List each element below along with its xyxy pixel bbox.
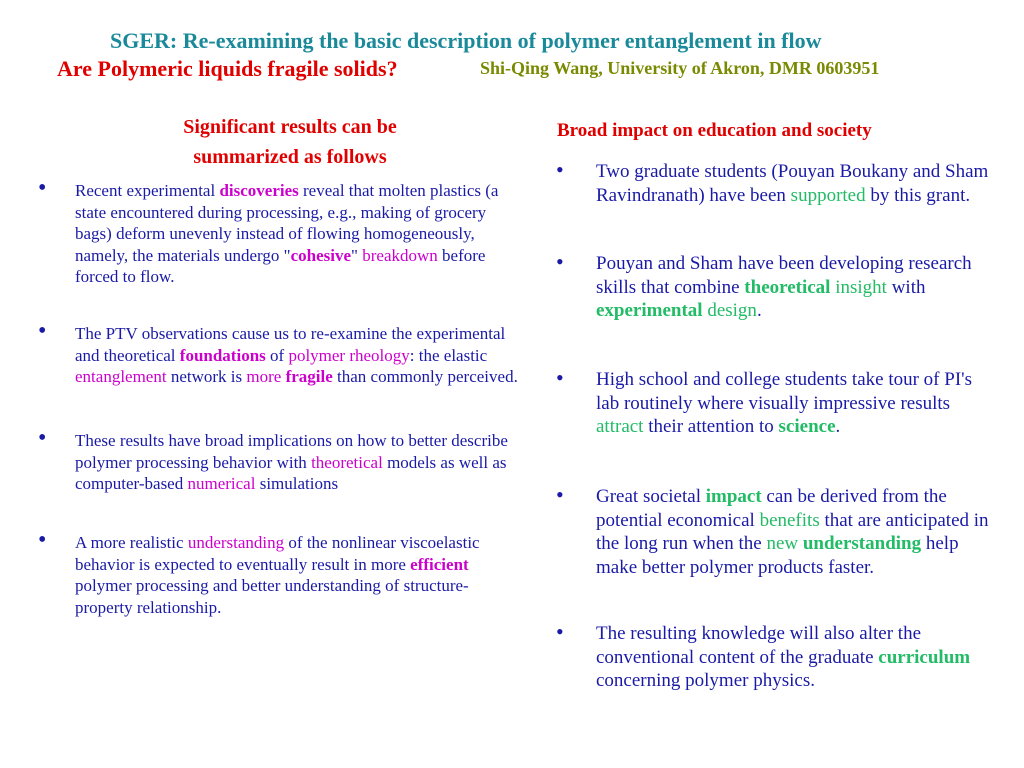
left-heading-line-2: summarized as follows	[193, 146, 387, 168]
right-bullet-text: High school and college students take tour of PI's lab routinely where visually impressive results	[596, 369, 972, 414]
right-bullet-item	[556, 249, 996, 323]
right-bullet-text: Great societal	[596, 486, 706, 507]
slide-subtitle: Are Polymeric liquids fragile solids?	[57, 56, 398, 81]
left-bullet-item	[38, 527, 523, 618]
left-bullet-text: The PTV observations cause us to re-examine the experimental and theoretical	[75, 324, 506, 365]
right-bullet-text: that are anticipated in the long run when the	[596, 509, 989, 554]
bullet-dot-icon: •	[38, 175, 47, 201]
left-bullet-text: of the nonlinear viscoelastic behavior is expected to eventually result in more	[75, 533, 480, 574]
right-bullet-item	[556, 482, 996, 579]
right-bullet-text: understanding	[802, 533, 922, 554]
right-bullet-text: Two graduate students (Pouyan Boukany and Sham Ravindranath) have been	[596, 161, 989, 206]
right-bullet-item	[556, 619, 996, 693]
right-bullet-text: benefits	[759, 509, 820, 531]
left-bullet-text: network is	[166, 367, 247, 386]
bullet-dot-icon: •	[556, 249, 564, 274]
right-bullet-text: their attention to	[643, 416, 779, 437]
right-bullet-item	[556, 157, 996, 207]
right-bullet-text: theoretical	[744, 276, 831, 298]
left-column-heading	[80, 112, 500, 172]
right-bullet-text: by this grant.	[865, 184, 971, 206]
right-bullet-text: Pouyan and Sham have been developing research skills that combine	[596, 253, 972, 298]
right-column-heading: Broad impact on education and society	[557, 120, 872, 141]
left-bullet-text: "	[351, 245, 363, 265]
left-bullet-text: entanglement	[75, 367, 167, 386]
bullet-dot-icon: •	[38, 318, 47, 344]
bullet-dot-icon: •	[556, 482, 564, 507]
right-bullet-text: science	[778, 416, 836, 437]
right-bullet-text: can be derived from the potential economical	[596, 486, 947, 531]
left-bullet-text: before forced to flow.	[75, 245, 486, 286]
left-bullet-text: polymer processing and better understanding of structure-property relationship.	[75, 576, 469, 617]
left-bullet-text: foundations	[179, 345, 266, 365]
left-bullet-text: A more realistic	[75, 533, 188, 552]
right-bullet-text: new	[766, 533, 799, 554]
left-bullet-text: simulations	[255, 474, 339, 493]
left-bullet-text: of	[265, 345, 289, 365]
left-bullet-text: efficient	[410, 554, 469, 574]
author-credit: Shi-Qing Wang, University of Akron, DMR 0603951	[480, 58, 880, 78]
bullet-dot-icon: •	[556, 365, 564, 390]
left-bullet-text: : the elastic	[409, 345, 488, 365]
left-bullet-text: understanding	[187, 533, 285, 552]
left-bullet-item	[38, 175, 523, 288]
right-bullet-text: .	[835, 416, 841, 437]
left-heading-line-1: Significant results can be	[183, 116, 397, 138]
right-bullet-text: concerning polymer physics.	[596, 670, 815, 691]
left-bullet-text: numerical	[187, 474, 256, 493]
left-bullet-text: models as well as computer-based	[75, 452, 507, 493]
left-bullet-text: breakdown	[362, 245, 438, 265]
left-bullet-text: more	[246, 367, 282, 386]
right-bullet-text: attract	[596, 416, 644, 437]
right-bullet-text: design	[707, 300, 757, 321]
right-bullet-text: with	[886, 276, 926, 298]
bullet-dot-icon: •	[556, 157, 564, 182]
left-bullet-text: cohesive	[290, 245, 352, 265]
left-bullet-item	[38, 318, 523, 388]
right-bullet-text: supported	[790, 184, 866, 206]
right-bullet-text: curriculum	[878, 646, 971, 668]
bullet-dot-icon: •	[38, 425, 47, 451]
right-bullet-text: impact	[705, 486, 762, 507]
left-bullet-text: Recent experimental	[75, 181, 220, 200]
right-bullet-item	[556, 365, 996, 439]
slide-title: SGER: Re-examining the basic description of polymer entanglement in flow	[110, 28, 822, 53]
left-bullet-text: reveal that molten plastics (a state encountered during processing, e.g., making of grocery bags) deform unevenly instead of flowing homogeneously, namely, the materials undergo "	[75, 181, 499, 265]
right-bullet-text: insight	[835, 276, 887, 298]
left-bullet-text: These results have broad implications on how to better describe polymer processing behavior with	[75, 431, 508, 472]
left-bullet-item	[38, 425, 523, 495]
left-bullet-text: than commonly perceived.	[332, 367, 518, 386]
bullet-dot-icon: •	[38, 527, 47, 553]
right-bullet-text: help make better polymer products faster.	[596, 533, 959, 578]
bullet-dot-icon: •	[556, 619, 564, 644]
left-bullet-text: theoretical	[311, 452, 383, 472]
left-bullet-text: polymer rheology	[288, 345, 410, 365]
right-bullet-text: .	[756, 300, 762, 321]
left-bullet-text: discoveries	[219, 181, 299, 200]
right-bullet-text: The resulting knowledge will also alter the conventional content of the graduate	[596, 623, 922, 668]
right-bullet-text: experimental	[596, 300, 703, 321]
left-bullet-text: fragile	[285, 367, 333, 386]
